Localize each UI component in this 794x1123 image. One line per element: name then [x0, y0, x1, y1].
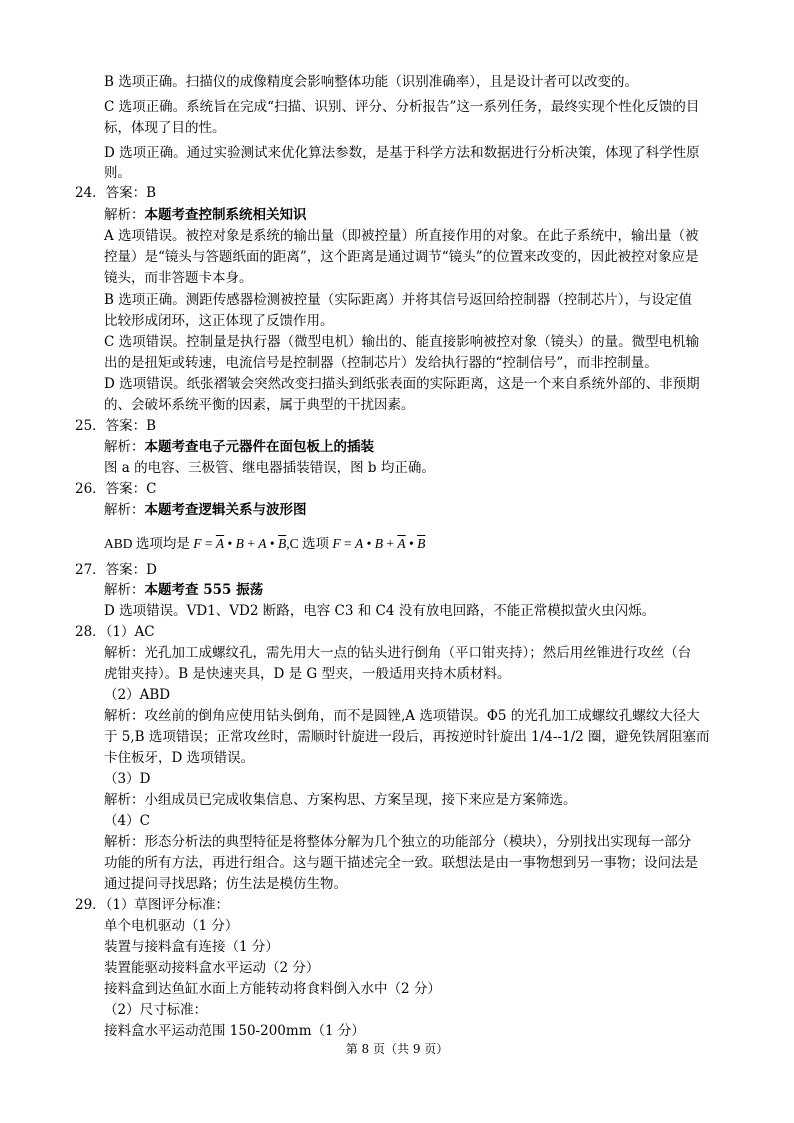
text-line: 比较形成闭环，这正体现了反馈作用。: [104, 313, 334, 329]
analysis-topic: 本题考查电子元器件在面包板上的插装: [144, 439, 374, 455]
sub-answer: （2）尺寸标准：: [104, 1002, 208, 1018]
formula-dot: •: [408, 536, 414, 551]
formula-eq: =: [204, 536, 213, 551]
text-line: 解析：形态分析法的典型特征是将整体分解为几个独立的功能部分（模块），分别找出实现每一部分: [104, 834, 692, 850]
formula-eq: =: [344, 536, 352, 551]
analysis-topic: 本题考查 555 振荡: [144, 582, 264, 598]
analysis-label: 解析：: [104, 502, 145, 518]
text-line: 接料盒到达鱼缸水面上方能转动将食料倒入水中（2 分）: [104, 981, 441, 997]
text-line: C 选项错误。控制量是执行器（微型电机）输出的、能直接影响被控对象（镜头）的量。微型电机输: [104, 334, 700, 350]
formula-A-bar: $\overline{A}$: [215, 536, 225, 551]
sub-answer: （3）D: [104, 771, 151, 787]
formula-dot: •: [366, 536, 372, 551]
text-line: 通过提问寻找思路；仿生法是模仿生物。: [104, 876, 347, 892]
text-line: D 选项错误。纸张褶皱会突然改变扫描头到纸张表面的实际距离，这是一个来自系统外部的、非预期: [104, 376, 700, 392]
text-line: 出的是扭矩或转速，电流信号是控制器（控制芯片）发给执行器的“控制信号”，而非控制量。: [104, 355, 658, 371]
text-line: 镜头，而非答题卡本身。: [104, 270, 253, 286]
text-line: 图 a 的电容、三极管、继电器插装错误，图 b 均正确。: [104, 460, 435, 476]
text-line: B 选项正确。扫描仪的成像精度会影响整体功能（识别准确率），且是设计者可以改变的。: [104, 74, 638, 90]
question-25-answer: 25．答案：B: [75, 418, 157, 434]
text-line: 控量）是“镜头与答题纸面的距离”，这个距离是通过调节“镜头”的位置来改变的，因此被控对象应是: [104, 249, 699, 265]
formula-B: B: [235, 536, 244, 551]
formula-middle: ,C 选项: [286, 536, 329, 551]
text-line: 的、会破坏系统平衡的因素，属于典型的干扰因素。: [104, 397, 415, 413]
text-line: C 选项正确。系统旨在完成“扫描、识别、评分、分析报告”这一系列任务，最终实现个性化反馈的目: [104, 99, 700, 115]
formula-F: F: [193, 536, 202, 551]
analysis-line: [104, 437, 374, 457]
question-29-answer: 29．（1）草图评分标准：: [75, 897, 230, 913]
formula-dot: •: [269, 536, 275, 551]
formula-line: [104, 534, 425, 554]
analysis-label: 解析：: [104, 582, 145, 598]
text-line: 虎钳夹持）。B 是快速夹具，D 是 G 型夹，一般适用夹持木质材料。: [104, 666, 511, 682]
analysis-line: [104, 205, 307, 225]
text-line: 解析：小组成员已完成收集信息、方案构思、方案呈现，接下来应是方案筛选。: [104, 792, 577, 808]
text-line: 装置与接料盒有连接（1 分）: [104, 939, 279, 955]
page-footer: 第 8 页（共 9 页）: [345, 1042, 449, 1056]
analysis-topic: 本题考查控制系统相关知识: [144, 207, 307, 223]
text-line: 卡住板牙，D 选项错误。: [104, 750, 255, 766]
question-27-answer: 27．答案：D: [75, 562, 158, 578]
text-line: D 选项错误。VD1、VD2 断路，电容 C3 和 C4 没有放电回路，不能正常模拟萤火虫闪烁。: [104, 603, 656, 619]
text-line: 解析：攻丝前的倒角应使用钻头倒角，而不是圆锉,A 选项错误。Φ5 的光孔加工成螺纹孔螺纹大径大: [104, 708, 700, 724]
formula-B-bar: $\overline{B}$: [277, 536, 287, 551]
text-line: 标，体现了目的性。: [104, 120, 226, 136]
text-line: B 选项正确。测距传感器检测被控量（实际距离）并将其信号返回给控制器（控制芯片），与设定值: [104, 292, 692, 308]
question-28-answer: 28．（1）AC: [75, 624, 155, 640]
text-line: 则。: [104, 165, 131, 181]
text-line: D 选项正确。通过实验测试来优化算法参数，是基于科学方法和数据进行分析决策，体现了科学性原: [104, 145, 700, 161]
question-26-answer: 26．答案：C: [75, 481, 157, 497]
analysis-topic: 本题考查逻辑关系与波形图: [144, 502, 307, 518]
formula-B: B: [374, 536, 383, 551]
analysis-line: [104, 500, 307, 520]
sub-answer: （2）ABD: [104, 687, 171, 703]
formula-A: A: [258, 536, 267, 551]
analysis-line: [104, 580, 263, 600]
text-line: 单个电机驱动（1 分）: [104, 918, 239, 934]
text-line: A 选项错误。被控对象是系统的输出量（即被控量）所直接作用的对象。在此子系统中，输出量（被: [104, 228, 699, 244]
analysis-label: 解析：: [104, 207, 145, 223]
formula-F: F: [332, 536, 341, 551]
text-line: 装置能驱动接料盒水平运动（2 分）: [104, 960, 320, 976]
text-line: 解析：光孔加工成螺纹孔，需先用大一点的钻头进行倒角（平口钳夹持）；然后用丝锥进行攻丝（台: [104, 645, 692, 661]
question-24-answer: 24．答案：B: [75, 185, 157, 201]
text-line: 功能的所有方法，再进行组合。这与题干描述完全一致。联想法是由一事物想到另一事物；设问法是: [104, 855, 698, 871]
sub-answer: （4）C: [104, 813, 150, 829]
formula-B-bar: $\overline{B}$: [417, 536, 426, 551]
text-line: 于 5,B 选项错误；正常攻丝时，需顺时针旋进一段后，再按逆时针旋出 1/4--1/2 圈，避免铁屑阻塞而: [104, 729, 710, 745]
analysis-label: 解析：: [104, 439, 145, 455]
formula-A-bar: $\overline{A}$: [397, 536, 406, 551]
formula-prefix: ABD 选项均是: [104, 536, 190, 551]
formula-A: A: [355, 536, 364, 551]
formula-dot: •: [227, 536, 233, 551]
formula-plus: +: [247, 536, 255, 551]
formula-plus: +: [386, 536, 394, 551]
text-line: 接料盒水平运动范围 150-200mm（1 分）: [104, 1023, 365, 1039]
